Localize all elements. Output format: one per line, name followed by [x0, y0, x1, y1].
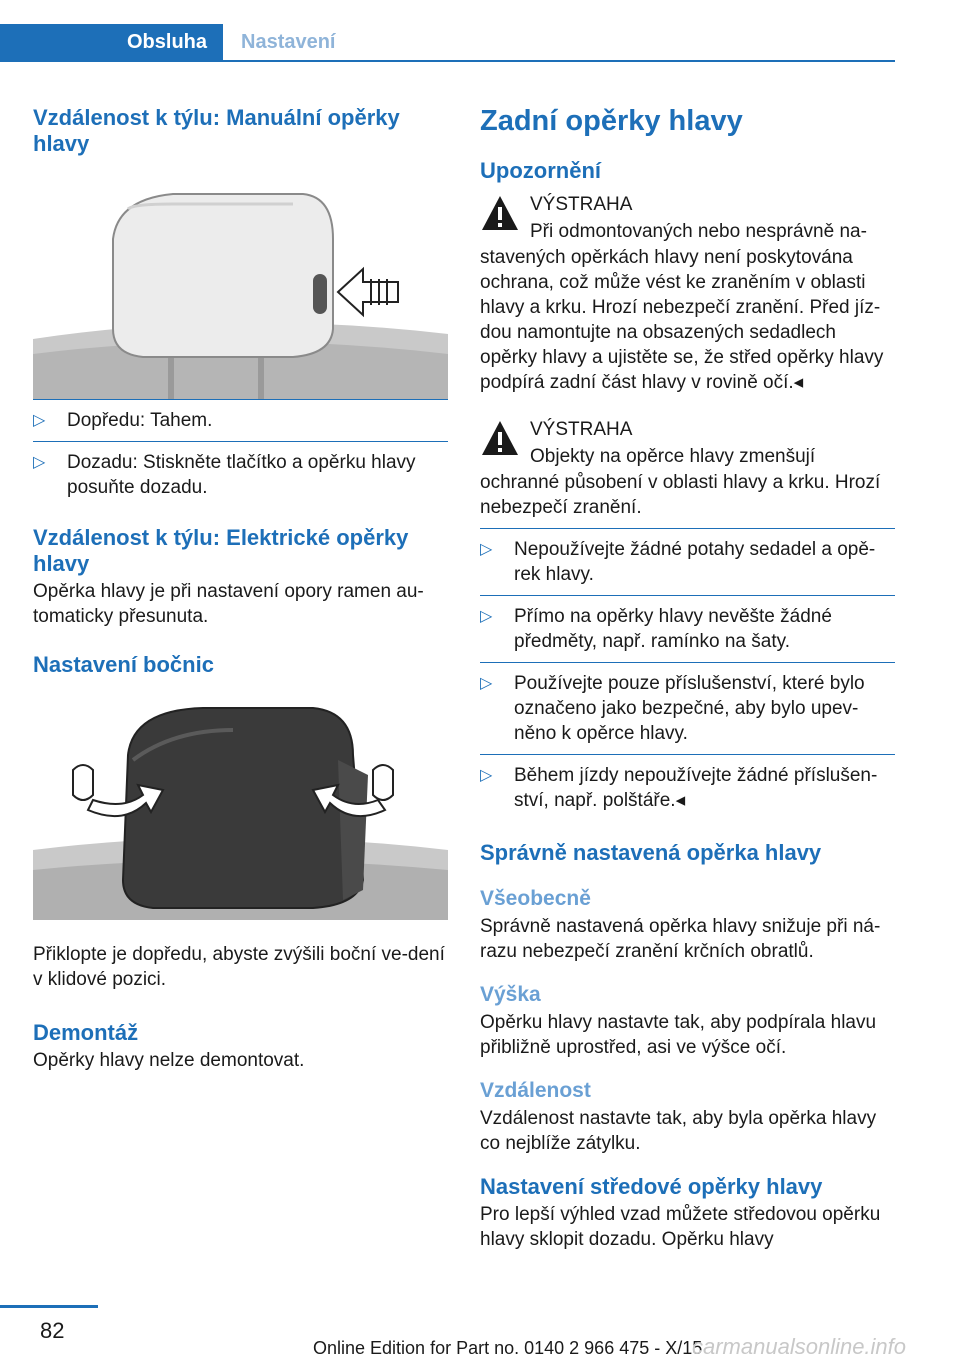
edition-text: Online Edition for Part no. 0140 2 966 475 - X/15: [313, 1338, 703, 1358]
warning-text-first-line: Objekty na opěrce hlavy zmenšují: [530, 446, 816, 467]
text-center-headrest: Pro lepší výhled vzad můžete středovou opěrku hlavy sklopit dozadu. Opěrku hlavy: [480, 1204, 881, 1250]
warning-title: VÝSTRAHA: [530, 419, 633, 440]
triangle-right-icon: ▷: [480, 541, 493, 558]
left-column: [33, 100, 448, 1073]
text-removal: Opěrky hlavy nelze demontovat.: [33, 1050, 305, 1071]
text-general: Správně nastavená opěrka hlavy snižuje při ná-razu nebezpečí zranění krčních obratlů.: [480, 916, 881, 962]
tab-nastaveni[interactable]: Nastavení: [241, 31, 336, 53]
manual-list: [33, 399, 448, 500]
triangle-right-icon: ▷: [480, 675, 493, 692]
triangle-right-icon: ▷: [480, 767, 493, 784]
list-item: ▷ Dopředu: Tahem.: [33, 399, 448, 433]
heading-manual-headrest: Vzdálenost k týlu: Manuální opěrky hlavy: [33, 105, 400, 156]
warning-block-1: [480, 192, 895, 395]
heading-general: Všeobecně: [480, 887, 591, 910]
warning-block-2: [480, 417, 895, 520]
list-item: ▷ Používejte pouze příslušenství, které bylo označeno jako bezpečné, aby bylo upev-něno k opěrce hlavy.: [480, 662, 895, 746]
warning-text: ochranné působení v oblasti hlavy a krku. Hrozí nebezpečí zranění.: [480, 472, 881, 518]
heading-rear-headrests: Zadní opěrky hlavy: [480, 105, 743, 137]
heading-notice: Upozornění: [480, 158, 601, 183]
text-distance: Vzdálenost nastavte tak, aby byla opěrka hlavy co nejblíže zátylku.: [480, 1108, 877, 1154]
triangle-right-icon: ▷: [480, 608, 493, 625]
text-electric: Opěrka hlavy je při nastavení opory ramen au-tomaticky přesunuta.: [33, 581, 424, 627]
heading-correct-headrest: Správně nastavená opěrka hlavy: [480, 840, 822, 865]
warning-triangle-icon: [480, 419, 520, 457]
right-column: [480, 100, 895, 1252]
figure-side-wings: [33, 700, 448, 920]
tab-obsluha[interactable]: Obsluha: [0, 24, 223, 60]
heading-side-adjust: Nastavení bočnic: [33, 652, 214, 677]
triangle-right-icon: ▷: [33, 454, 46, 471]
text-side-wings: Přiklopte je dopředu, abyste zvýšili boční ve-dení v klidové pozici.: [33, 944, 445, 990]
heading-removal: Demontáž: [33, 1020, 139, 1045]
footer-divider: [0, 1305, 98, 1308]
warning-title: VÝSTRAHA: [530, 194, 633, 215]
list-item: ▷ Přímo na opěrky hlavy nevěšte žádné předměty, např. ramínko na šaty.: [480, 595, 895, 654]
warning-text: stavených opěrkách hlavy není poskytována ochrana, což může vést ke zraněním v oblasti hlavy a krku. Hrozí nebezpečí zranění. Před jíz-dou namontujte na obsazených sedadlech opěrky hlavy a ujistěte se, že střed opěrky hlavy podpírá zadní část hlavy v rovině očí.◂: [480, 247, 884, 393]
heading-distance: Vzdálenost: [480, 1079, 591, 1102]
heading-center-headrest: Nastavení středové opěrky hlavy: [480, 1174, 823, 1199]
warning-triangle-icon: [480, 194, 520, 232]
triangle-right-icon: ▷: [33, 412, 46, 429]
figure-manual-headrest: [33, 179, 448, 399]
warning-text-first-line: Při odmontovaných nebo nesprávně na-: [530, 221, 867, 242]
list-item: ▷ Během jízdy nepoužívejte žádné příslušen-ství, např. polštáře.◂: [480, 754, 895, 813]
text-height: Opěrku hlavy nastavte tak, aby podpírala hlavu přibližně uprostřed, asi ve výšce očí.: [480, 1012, 877, 1058]
watermark-text: carmanualsonline.info: [692, 1334, 907, 1359]
heading-height: Výška: [480, 983, 541, 1006]
heading-electric-headrest: Vzdálenost k týlu: Elektrické opěrky hlavy: [33, 525, 409, 576]
warning-list: [480, 528, 895, 813]
list-item: ▷ Nepoužívejte žádné potahy sedadel a opě-rek hlavy.: [480, 528, 895, 587]
header-divider: [0, 60, 895, 62]
header-bar: [0, 24, 895, 62]
page-number: 82: [40, 1318, 65, 1343]
list-item: ▷ Dozadu: Stiskněte tlačítko a opěrku hlavy posuňte dozadu.: [33, 441, 448, 500]
